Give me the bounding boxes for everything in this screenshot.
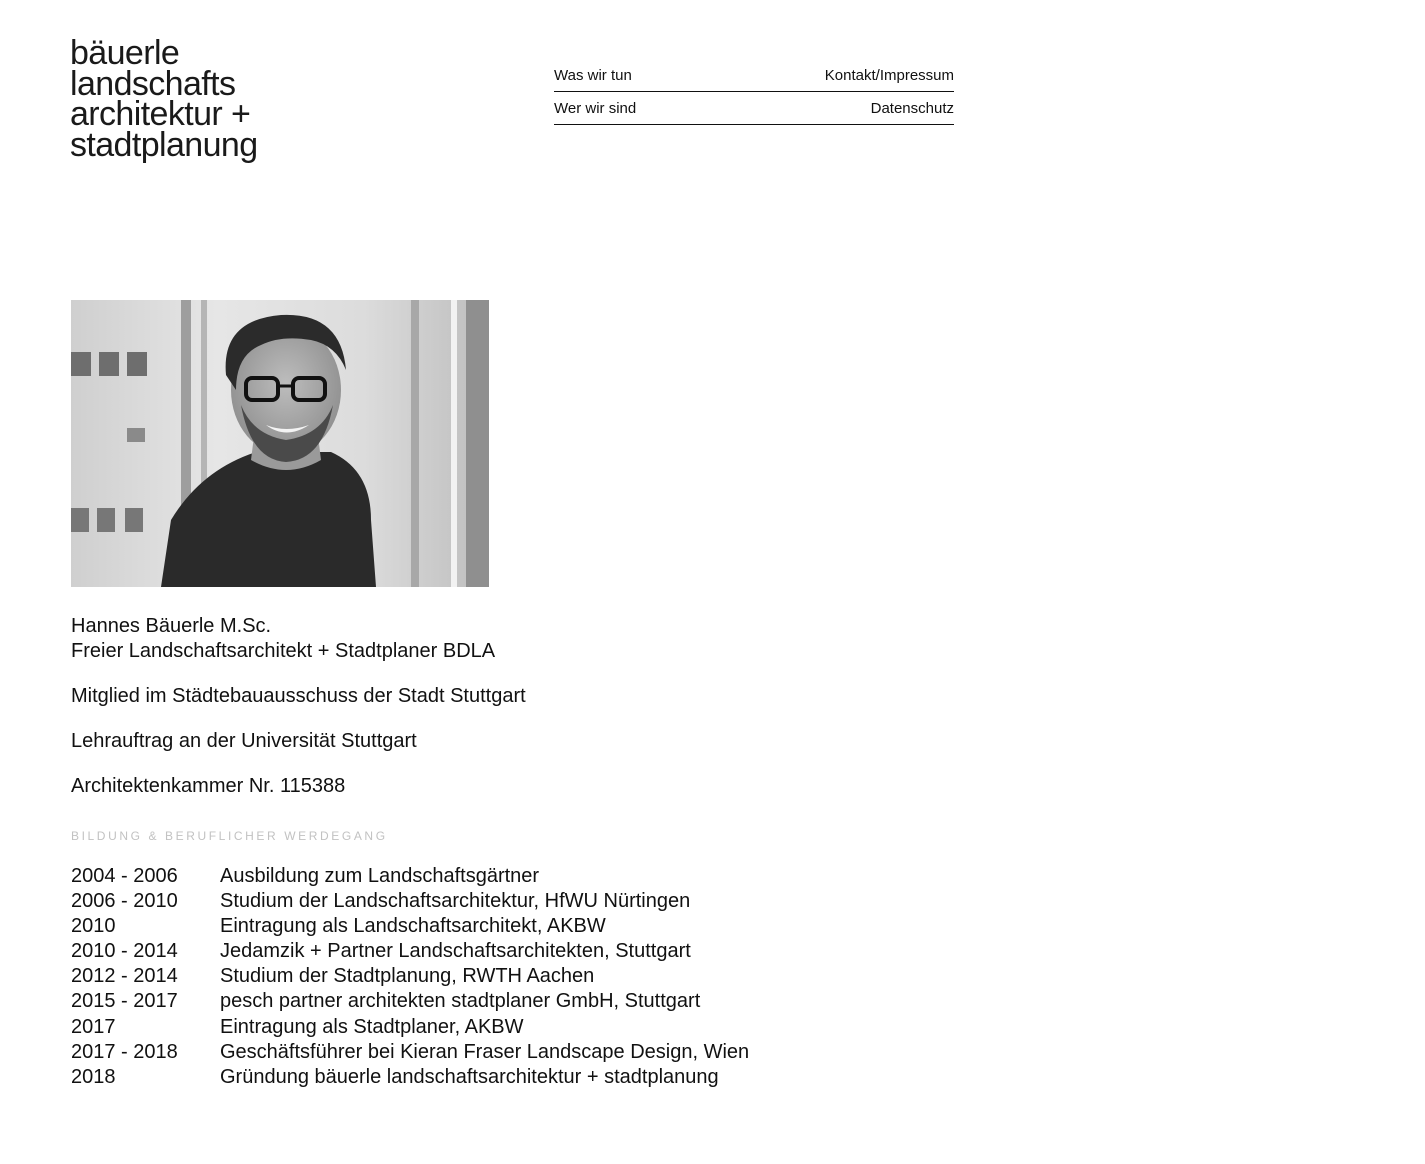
portrait-illustration	[71, 300, 489, 587]
person-name: Hannes Bäuerle M.Sc.	[71, 615, 272, 637]
timeline-years: 2006 - 2010	[71, 890, 178, 913]
timeline-description: Jedamzik + Partner Landschaftsarchitekten, Stuttgart	[220, 940, 691, 963]
timeline-years: 2015 - 2017	[71, 990, 178, 1013]
nav-link-wer-wir-sind[interactable]: Wer wir sind	[554, 99, 637, 117]
person-title: Freier Landschaftsarchitekt + Stadtplaner BDLA	[71, 640, 496, 662]
person-teaching: Lehrauftrag an der Universität Stuttgart	[71, 730, 417, 752]
timeline-row	[71, 889, 749, 914]
timeline-description: Eintragung als Stadtplaner, AKBW	[220, 1015, 524, 1038]
timeline-description: Geschäftsführer bei Kieran Fraser Landscape Design, Wien	[220, 1040, 750, 1063]
person-chamber-number: Architektenkammer Nr. 115388	[71, 775, 346, 797]
nav-link-was-wir-tun[interactable]: Was wir tun	[554, 66, 632, 84]
nav-link-datenschutz[interactable]: Datenschutz	[870, 99, 954, 117]
person-membership: Mitglied im Städtebauausschuss der Stadt Stuttgart	[71, 685, 526, 707]
timeline-description: Ausbildung zum Landschaftsgärtner	[220, 865, 540, 887]
portrait-photo	[71, 300, 489, 587]
nav-link-kontakt-impressum[interactable]: Kontakt/Impressum	[824, 66, 954, 84]
logo-line-3: architektur +	[70, 95, 251, 133]
person-info	[71, 614, 526, 799]
timeline-description: pesch partner architekten stadtplaner GmbH, Stuttgart	[220, 990, 701, 1013]
timeline-years: 2010 - 2014	[71, 940, 178, 963]
logo-line-1: bäuerle	[70, 34, 180, 72]
timeline-row	[71, 1040, 749, 1065]
timeline-years: 2012 - 2014	[71, 965, 178, 988]
timeline-description: Studium der Stadtplanung, RWTH Aachen	[220, 965, 595, 988]
timeline-row	[71, 939, 749, 964]
timeline-row	[71, 1065, 749, 1090]
timeline-row	[71, 989, 749, 1014]
nav-row-1	[554, 59, 954, 92]
logo-line-4: stadtplanung	[70, 125, 258, 164]
site-logo[interactable]	[70, 34, 258, 164]
logo-line-2: landschafts	[70, 64, 236, 103]
timeline-years: 2017	[71, 1015, 116, 1038]
timeline-row	[71, 914, 749, 939]
timeline-years: 2017 - 2018	[71, 1040, 178, 1063]
timeline-row	[71, 964, 749, 989]
timeline-description: Studium der Landschaftsarchitektur, HfWU Nürtingen	[220, 890, 691, 913]
timeline-description: Gründung bäuerle landschaftsarchitektur + stadtplanung	[220, 1065, 719, 1088]
timeline-years: 2004 - 2006	[71, 865, 178, 887]
career-timeline	[71, 864, 749, 1090]
timeline-row	[71, 864, 749, 889]
main-navigation	[554, 59, 954, 125]
timeline-years: 2010	[71, 915, 116, 938]
career-heading: BILDUNG & BERUFLICHER WERDEGANG	[71, 829, 388, 843]
timeline-description: Eintragung als Landschaftsarchitekt, AKBW	[220, 915, 606, 938]
nav-row-2	[554, 92, 954, 125]
timeline-years: 2018	[71, 1065, 116, 1088]
timeline-row	[71, 1015, 749, 1040]
